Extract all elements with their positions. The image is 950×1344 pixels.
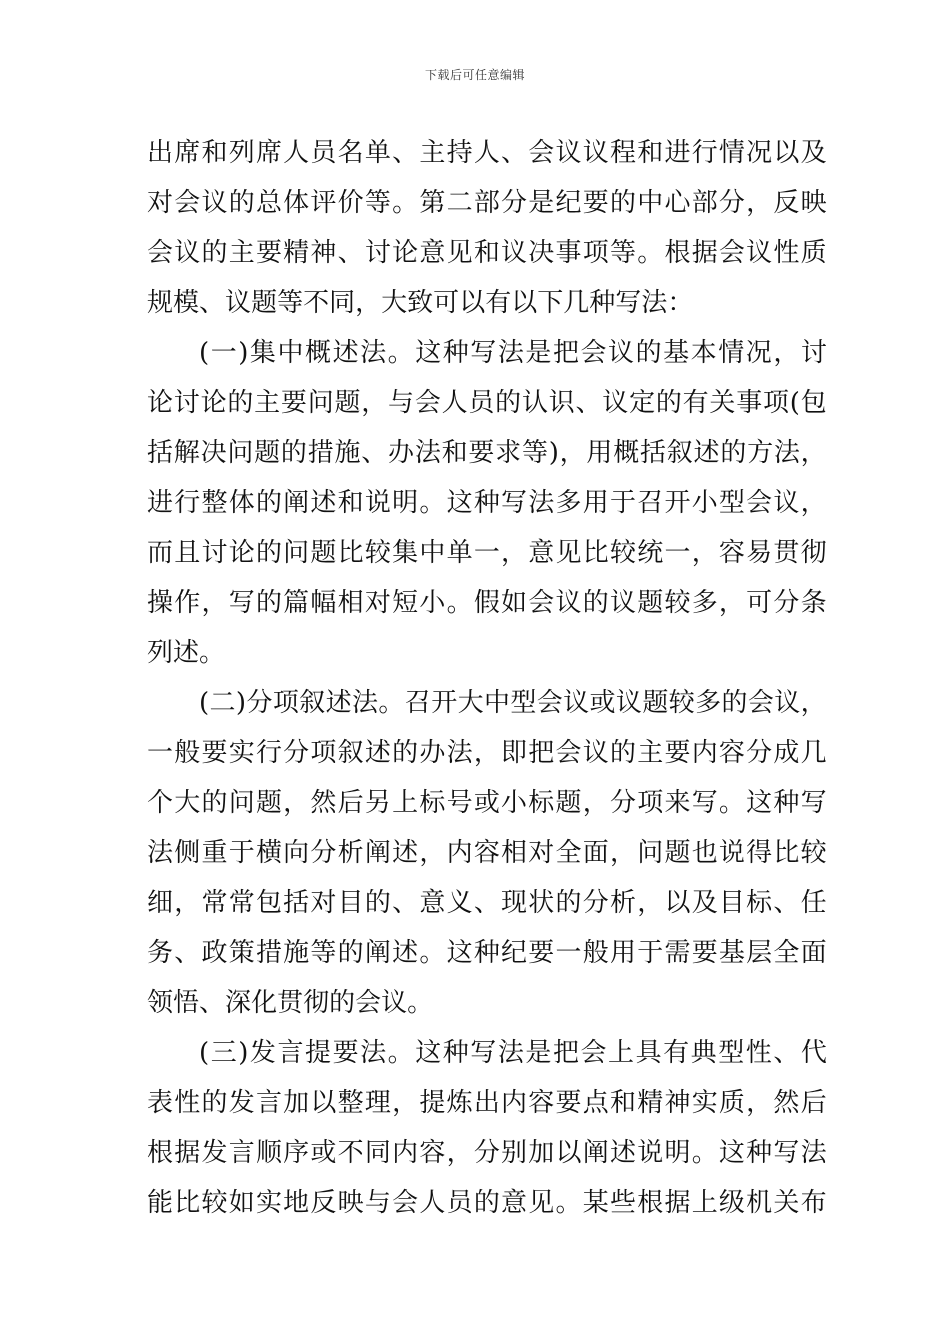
- text-line: 表 性 的 发 言 加 以 整 理 ， 提 炼 出 内 容 要 点 和 精 神 实 质 ， 然 后: [147, 1088, 827, 1118]
- text-line: 一 般 要 实 行 分 项 叙 述 的 办 法 ， 即 把 会 议 的 主 要 内 容 分 成 几: [147, 738, 827, 768]
- document-body: [147, 128, 827, 1228]
- text-line: 列 述 。: [147, 638, 226, 668]
- text-line: 规 模 、 议 题 等 不 同 ， 大 致 可 以 有 以 下 几 种 写 法 ：: [147, 288, 694, 318]
- text-line: 个 大 的 问 题 ， 然 后 另 上 标 号 或 小 标 题 ， 分 项 来 写 。 这 种 写: [147, 788, 827, 818]
- text-line: 领 悟 、 深 化 贯 彻 的 会 议 。: [147, 988, 434, 1018]
- text-line: 括 解 决 问 题 的 措 施 、 办 法 和 要 求 等 ) ， 用 概 括 叙 述 的 方 法 ，: [147, 438, 827, 468]
- text-line: 能 比 较 如 实 地 反 映 与 会 人 员 的 意 见 。 某 些 根 据 上 级 机 关 布: [147, 1188, 827, 1218]
- text-line: 务 、 政 策 措 施 等 的 阐 述 。 这 种 纪 要 一 般 用 于 需 要 基 层 全 面: [147, 938, 827, 968]
- text-line: ( 三 ) 发 言 提 要 法 。 这 种 写 法 是 把 会 上 具 有 典 型 性 、 代: [199, 1038, 827, 1068]
- text-line: 法 侧 重 于 横 向 分 析 阐 述 ， 内 容 相 对 全 面 ， 问 题 也 说 得 比 较: [147, 838, 827, 868]
- text-line: ( 一 ) 集 中 概 述 法 。 这 种 写 法 是 把 会 议 的 基 本 情 况 ， 讨: [199, 338, 827, 368]
- text-line: 根 据 发 言 顺 序 或 不 同 内 容 ， 分 别 加 以 阐 述 说 明 。 这 种 写 法: [147, 1138, 827, 1168]
- text-line: 进 行 整 体 的 阐 述 和 说 明 。 这 种 写 法 多 用 于 召 开 小 型 会 议 ，: [147, 488, 827, 518]
- text-line: 对 会 议 的 总 体 评 价 等 。 第 二 部 分 是 纪 要 的 中 心 部 分 ， 反 映: [147, 188, 827, 218]
- text-line: 论 讨 论 的 主 要 问 题 ， 与 会 人 员 的 认 识 、 议 定 的 有 关 事 项 ( 包: [147, 388, 827, 418]
- text-line: 而 且 讨 论 的 问 题 比 较 集 中 单 一 ， 意 见 比 较 统 一 ， 容 易 贯 彻: [147, 538, 827, 568]
- text-line: 细 ， 常 常 包 括 对 目 的 、 意 义 、 现 状 的 分 析 ， 以 及 目 标 、 任: [147, 888, 827, 918]
- text-line: 会 议 的 主 要 精 神 、 讨 论 意 见 和 议 决 事 项 等 。 根 据 会 议 性 质: [147, 238, 827, 268]
- page-header: 下载后可任意编辑: [424, 68, 525, 82]
- text-line: 出 席 和 列 席 人 员 名 单 、 主 持 人 、 会 议 议 程 和 进 行 情 况 以 及: [147, 138, 827, 168]
- text-line: 操 作 ， 写 的 篇 幅 相 对 短 小 。 假 如 会 议 的 议 题 较 多 ， 可 分 条: [147, 588, 827, 618]
- text-line: ( 二 ) 分 项 叙 述 法 。 召 开 大 中 型 会 议 或 议 题 较 多 的 会 议 ，: [199, 688, 827, 718]
